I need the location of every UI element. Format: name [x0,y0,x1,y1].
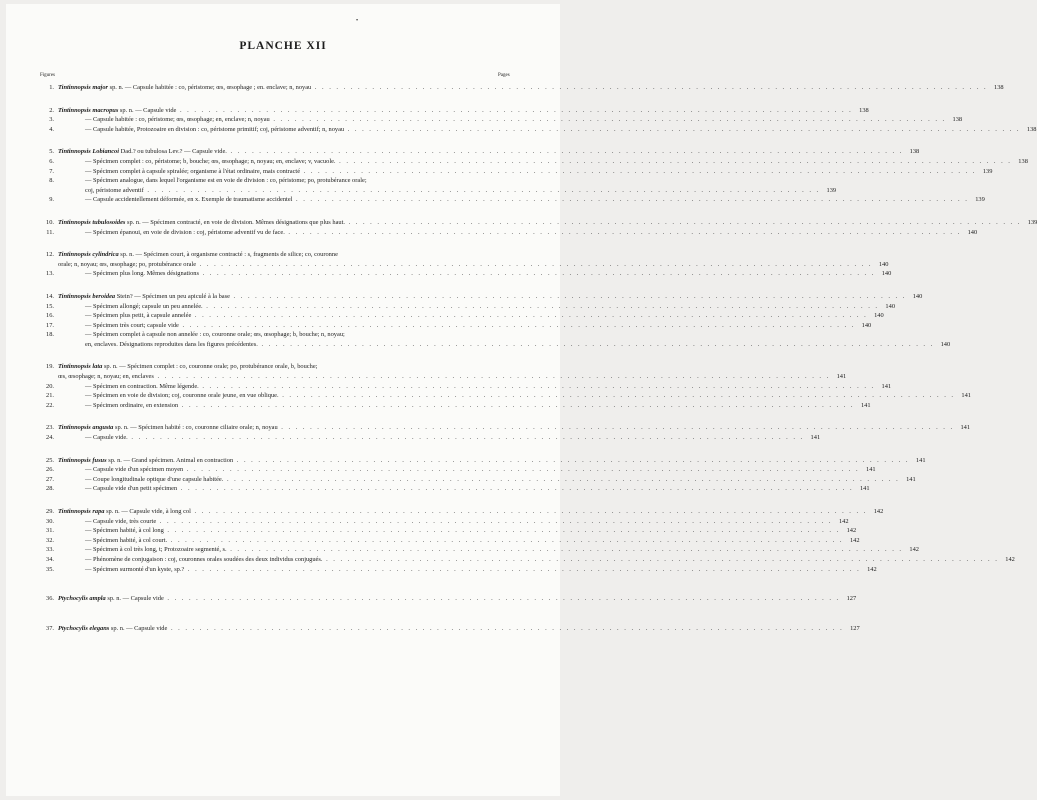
leader-dots: . . . . . . . . . . . . . . . . . . . . . . . . . . . . . . . . . . . . . . . . . . . . . . . . . . . . . . . . . . . . . . . . . . . . . . . . . . . . . . . . . . . . . . . . . . . . . . [163,527,841,535]
figure-number: 14. [46,292,54,300]
figure-entry [36,228,978,238]
leader-dots: . . . . . . . . . . . . . . . . . . . . . . . . . . . . . . . . . . . . . . . . . . . . . . . . . . . . . . . . . . . . . . . . . . . . . . . . . . . . . . . . . . . . . . . . . . . . . . [178,401,855,409]
leader-dots: . . . . . . . . . . . . . . . . . . . . . . . . . . . . . . . . . . . . . . . . . . . . . . . . . . . . . . . . . . . . . . . . . . . . . . . . . . . . . . . . . . . . . . . . . . . . . . [344,125,1021,133]
figure-entry [36,517,849,527]
page-number: 141 [906,475,916,483]
species-name: Tintinnopsis fusus [58,456,107,464]
figure-description [58,330,934,349]
figure-description [58,250,872,269]
figure-entry [36,167,993,177]
figure-number: 15. [46,302,54,310]
figure-description [58,484,854,494]
figure-number: 31. [46,527,54,535]
leader-dots: . . . . . . . . . . . . . . . . . . . . . . . . . . . . . . . . . . . . . . . . . . . . . . . . . . . . . . . . . . . . . . . . . . . . . . . . . . . . . . . . . . . . . . . . . . . . . . [196,260,873,268]
description-text: — Spécimen allongé; capsule un peu annelée. [85,302,203,310]
figure-entry [36,382,892,392]
figure-number: 27. [46,475,54,483]
figure-number: 37. [46,624,54,632]
description-text: sp. n. — Capsule vide [118,106,177,114]
leader-dots: . . . . . . . . . . . . . . . . . . . . . . . . . . . . . . . . . . . . . . . . . . . . . . . . . . . . . . . . . . . . . . . . . . . . . . . . . . . . . . . . . . . . . . . . . . . . . . [226,148,904,156]
description-text: sp. n. — Capsule vide [105,595,164,603]
page-number: 140 [940,340,951,348]
page-number: 140 [878,260,889,268]
page-number: 138 [859,106,869,114]
figure-number: 10. [46,218,54,226]
description-text: Dad.? ou tubulosa Lev.? — Capsule vide. [119,148,227,156]
figure-description [58,565,861,575]
page-number: 140 [912,292,923,300]
figure-entry [36,526,857,536]
page-number: 138 [909,148,920,156]
description-text: sp. n. — Grand spécimen. Animal en contraction [106,456,234,464]
description-text: — Phénomène de conjugaison : coj, couronnes orales soudées des deux individus conjugués. [85,555,323,563]
figure-number: 8. [49,177,54,185]
figure-number: 32. [46,536,54,544]
leader-dots: . . . . . . . . . . . . . . . . . . . . . . . . . . . . . . . . . . . . . . . . . . . . . . . . . . . . . . . . . . . . . . . . . . . . . . . . . . . . . . . . . . . . . . . . . . . . . . [278,392,955,400]
figure-entry [36,362,847,381]
figure-entry [36,465,876,475]
page-number: 141 [810,434,821,442]
figure-number: 1. [49,84,54,91]
leader-dots: . . . . . . . . . . . . . . . . . . . . . . . . . . . . . . . . . . . . . . . . . . . . . . . . . . . . . . . . . . . . . . . . . . . . . . . . . . . . . . . . . . . . . . . . . . . . . . [190,508,868,515]
figure-description [58,507,867,517]
page-number: 127 [846,595,857,603]
description-text: Stein? — Spécimen un peu apiculé à la base [115,292,230,300]
description-text: — Spécimen surmonté d'un kyste, sp.? [85,565,185,573]
page-number: 139 [1027,218,1037,226]
figure-description [58,167,976,177]
figure-entry [36,545,919,555]
leader-dots: . . . . . . . . . . . . . . . . . . . . . . . . . . . . . . . . . . . . . . . . . . . . . . . . . . . . . . . . . . . . . . . . . . . . . . . . . . . . . . . . . . . . . . . . . . . . . . [269,116,947,124]
page-number: 141 [960,424,971,432]
leader-dots: . . . . . . . . . . . . . . . . . . . . . . . . . . . . . . . . . . . . . . . . . . . . . . . . . . . . . . . . . . . . . . . . . . . . . . . . . . . . . . . . . . . . . . . . . . . . . . [178,321,856,329]
figure-description [58,302,879,312]
figure-description [58,176,820,195]
figure-description [58,433,804,443]
species-name: Ptychocylis ampla [58,595,106,603]
page-number: 141 [866,466,876,474]
figure-entry [36,555,1015,565]
figure-entry [36,423,971,433]
figure-entry [36,321,872,331]
page-number: 141 [836,373,847,381]
leader-dots: . . . . . . . . . . . . . . . . . . . . . . . . . . . . . . . . . . . . . . . . . . . . . . . . . . . . . . . . . . . . . . . . . . . . . . . . . . . . . . . . . . . . . . . . . . . . . . [322,555,999,563]
figure-entry [36,565,877,575]
leader-dots: . . . . . . . . . . . . . . . . . . . . . . . . . . . . . . . . . . . . . . . . . . . . . . . . . . . . . . . . . . . . . . . . . . . . . . . . . . . . . . . . . . . . . . . . . . . . . . [292,196,969,204]
figure-description [58,555,999,565]
figure-number: 33. [46,546,54,554]
figure-description [58,311,868,321]
description-text: — Capsule accidentellement déformée, en x. Exemple de traumatisme accidentel [85,196,293,204]
figure-description [58,401,855,411]
figure-number: 11. [46,228,54,236]
species-name: Tintinnopsis tubulosoides [58,218,126,226]
page-number: 140 [861,321,872,329]
page-number: 127 [850,624,860,632]
page-number: 140 [881,270,892,278]
figure-entry [36,484,870,494]
figure-description [58,423,954,433]
figure-number: 2. [49,106,54,114]
description-text: — Spécimen très court; capsule vide [85,321,179,329]
figure-description [58,269,875,279]
figure-number: 36. [46,595,54,603]
leader-dots: . . . . . . . . . . . . . . . . . . . . . . . . . . . . . . . . . . . . . . . . . . . . . . . . . . . . . . . . . . . . . . . . . . . . . . . . . . . . . . . . . . . . . . . . . . . . . . [176,106,853,114]
leader-dots: . . . . . . . . . . . . . . . . . . . . . . . . . . . . . . . . . . . . . . . . . . . . . . . . . . . . . . . . . . . . . . . . . . . . . . . . . . . . . . . . . . . . . . . . . . . . . . [177,485,854,493]
page-number: 139 [975,196,985,204]
figure-number: 28. [46,485,54,493]
page-number: 140 [967,228,978,236]
species-name: Tintinnopsis Lobiancoi [58,148,120,156]
figure-description [58,195,969,205]
figure-entry [36,269,892,279]
description-text: sp. n. — Capsule vide, à long col [104,508,191,515]
species-name: Tintinnopsis macropus [58,106,119,114]
leader-dots: . . . . . . . . . . . . . . . . . . . . . . . . . . . . . . . . . . . . . . . . . . . . . . . . . . . . . . . . . . . . . . . . . . . . . . . . . . . . . . . . . . . . . . . . . . . . . . [156,517,833,525]
description-text: sp. n. — Capsule vide [109,624,168,632]
page-number: 138 [952,116,963,124]
page-number: 142 [873,508,884,515]
leader-dots: . . . . . . . . . . . . . . . . . . . . . . . . . . . . . . . . . . . . . . . . . . . . . . . . . . . . . . . . . . . . . . . . . . . . . . . . . . . . . . . . . . . . . . . . . . . . . . [311,84,988,91]
figure-entry [36,106,869,116]
figure-entry [36,433,821,443]
figure-entry [36,594,857,604]
figure-entry [36,147,920,157]
figure-entry [36,330,951,349]
figure-entry [36,456,926,466]
figure-number: 5. [49,148,54,156]
description-text: sp. n. — Spécimen contracté, en voie de division. Mêmes désignations que plus haut. [125,218,345,226]
page-number: 140 [885,302,896,310]
species-name: Tintinnopsis cylindrica [58,251,119,259]
figure-number: 3. [49,116,54,124]
description-continuation: œs, œsophage; n, noyau; en, enclaves [58,373,154,381]
figure-description [58,83,988,93]
figure-number: 7. [49,167,54,175]
description-text: — Spécimen habité, à col long [85,527,164,535]
figure-number: 25. [46,456,54,464]
leader-dots: . . . . . . . . . . . . . . . . . . . . . . . . . . . . . . . . . . . . . . . . . . . . . . . . . . . . . . . . . . . . . . . . . . . . . . . . . . . . . . . . . . . . . . . . . . . . . . [191,312,868,320]
figure-description [58,526,840,536]
figure-entry [36,176,837,195]
page-number: 140 [874,312,884,320]
figure-number: 17. [46,321,54,329]
leader-dots: . . . . . . . . . . . . . . . . . . . . . . . . . . . . . . . . . . . . . . . . . . . . . . . . . . . . . . . . . . . . . . . . . . . . . . . . . . . . . . . . . . . . . . . . . . . . . . [223,475,900,483]
leader-dots: . . . . . . . . . . . . . . . . . . . . . . . . . . . . . . . . . . . . . . . . . . . . . . . . . . . . . . . . . . . . . . . . . . . . . . . . . . . . . . . . . . . . . . . . . . . . . . [229,292,907,300]
page-number: 142 [849,536,860,544]
species-name: Tintinnopsis beroidea [58,292,116,300]
leader-dots: . . . . . . . . . . . . . . . . . . . . . . . . . . . . . . . . . . . . . . . . . . . . . . . . . . . . . . . . . . . . . . . . . . . . . . . . . . . . . . . . . . . . . . . . . . . . . . [198,382,876,390]
figure-description [58,157,1012,167]
species-name: Tintinnopsis lata [58,363,103,371]
figure-number: 19. [46,363,54,371]
leader-dots: . . . . . . . . . . . . . . . . . . . . . . . . . . . . . . . . . . . . . . . . . . . . . . . . . . . . . . . . . . . . . . . . . . . . . . . . . . . . . . . . . . . . . . . . . . . . . . [143,186,821,194]
description-text: — Coupe longitudinale optique d'une capsule habitée. [85,475,224,483]
figure-description [58,545,903,555]
figure-description [58,115,946,125]
page-number: 138 [994,84,1004,91]
page-number: 138 [1018,157,1028,165]
leader-dots: . . . . . . . . . . . . . . . . . . . . . . . . . . . . . . . . . . . . . . . . . . . . . . . . . . . . . . . . . . . . . . . . . . . . . . . . . . . . . . . . . . . . . . . . . . . . . . [335,157,1012,165]
figure-number: 34. [46,555,54,563]
figure-entry [36,507,884,517]
figure-entry [36,292,923,302]
leader-dots: . . . . . . . . . . . . . . . . . . . . . . . . . . . . . . . . . . . . . . . . . . . . . . . . . . . . . . . . . . . . . . . . . . . . . . . . . . . . . . . . . . . . . . . . . . . . . . [233,456,910,464]
leader-dots: . . . . . . . . . . . . . . . . . . . . . . . . . . . . . . . . . . . . . . . . . . . . . . . . . . . . . . . . . . . . . . . . . . . . . . . . . . . . . . . . . . . . . . . . . . . . . . [163,595,841,603]
figure-number: 21. [46,392,54,400]
description-text: — Spécimen plus petit, à capsule annelée [85,312,192,320]
description-text: — Spécimen à col très long, t; Protozoaire segmenté, s. [85,546,227,554]
figure-entry [36,218,1037,228]
description-text: — Spécimen plus long. Mêmes désignations [85,270,199,278]
figure-entry [36,157,1028,167]
figure-number: 26. [46,466,54,474]
description-continuation: coj, péristome adventif [85,186,144,194]
description-text: — Spécimen épanoui, en voie de division : coj, péristome adventif vu de face. [85,228,285,236]
figure-entry [36,125,1037,135]
figure-entry [36,391,971,401]
page-number: 141 [859,485,870,493]
figure-number: 23. [46,424,54,432]
figure-entry [36,475,916,485]
leader-dots: . . . . . . . . . . . . . . . . . . . . . . . . . . . . . . . . . . . . . . . . . . . . . . . . . . . . . . . . . . . . . . . . . . . . . . . . . . . . . . . . . . . . . . . . . . . . . . [198,270,876,278]
page-number: 142 [909,546,919,554]
figure-number: 9. [49,196,54,204]
description-text: — Spécimen en contraction. Même légende. [85,382,199,390]
figure-entry [36,302,896,312]
top-mark: • [356,18,359,24]
description-text: — Capsule vide. [85,434,128,442]
figure-description [58,321,855,331]
page-number: 141 [915,456,926,464]
pages-header: Pages [498,73,510,78]
page-number: 141 [860,401,871,409]
figure-number: 4. [49,125,54,133]
figure-number: 29. [46,508,54,515]
figure-entry [36,250,889,269]
figure-description [58,218,1021,228]
leader-dots: . . . . . . . . . . . . . . . . . . . . . . . . . . . . . . . . . . . . . . . . . . . . . . . . . . . . . . . . . . . . . . . . . . . . . . . . . . . . . . . . . . . . . . . . . . . . . . [202,302,880,310]
description-text: — Spécimen complet : co, péristome; b, bouche; œs, œsophage; n, noyau; en, enclave; v, vacuole. [85,157,336,165]
figure-number: 18. [46,331,54,339]
species-name: Ptychocylis elegans [58,624,110,632]
leader-dots: . . . . . . . . . . . . . . . . . . . . . . . . . . . . . . . . . . . . . . . . . . . . . . . . . . . . . . . . . . . . . . . . . . . . . . . . . . . . . . . . . . . . . . . . . . . . . . [284,228,962,236]
figure-description [58,624,844,634]
leader-dots: . . . . . . . . . . . . . . . . . . . . . . . . . . . . . . . . . . . . . . . . . . . . . . . . . . . . . . . . . . . . . . . . . . . . . . . . . . . . . . . . . . . . . . . . . . . . . . [226,546,903,554]
figure-entry [36,311,884,321]
leader-dots: . . . . . . . . . . . . . . . . . . . . . . . . . . . . . . . . . . . . . . . . . . . . . . . . . . . . . . . . . . . . . . . . . . . . . . . . . . . . . . . . . . . . . . . . . . . . . . [184,565,861,573]
description-text: — Capsule vide d'un petit spécimen [85,485,178,493]
figure-number: 16. [46,312,54,320]
description-text: — Capsule habitée, Protozoaire en division : co, péristome primitif; coj, péristome adventif; n, noyau [85,125,345,133]
description-text: — Spécimen complet à capsule non annelée : co, couronne orale; œs, œsophage; b, bouche; n, noyau; [85,331,345,339]
figure-description [58,536,844,546]
description-continuation: en, enclaves. Désignations reproduites dans les figures précédentes. [85,340,258,348]
figure-entry [36,536,860,546]
figure-entry [36,401,871,411]
figure-number: 6. [49,157,54,165]
leader-dots: . . . . . . . . . . . . . . . . . . . . . . . . . . . . . . . . . . . . . . . . . . . . . . . . . . . . . . . . . . . . . . . . . . . . . . . . . . . . . . . . . . . . . . . . . . . . . . [183,466,860,474]
description-text: — Spécimen complet à capsule spiralée; organisme à l'état ordinaire, mais contracté [85,167,301,175]
description-continuation: orale; n, noyau; œs, œsophage; po, protubérance orale [58,260,197,268]
figure-description [58,292,906,302]
figure-number: 22. [46,401,54,409]
figure-list [36,83,1037,633]
page-number: 139 [982,167,993,175]
page-number: 138 [1026,125,1037,133]
figure-description [58,475,900,485]
figure-description [58,517,833,527]
figure-entry [36,195,985,205]
species-name: Tintinnopsis major [58,84,109,91]
page-number: 142 [867,565,877,573]
figure-description [58,382,875,392]
figure-description [58,106,853,116]
leader-dots: . . . . . . . . . . . . . . . . . . . . . . . . . . . . . . . . . . . . . . . . . . . . . . . . . . . . . . . . . . . . . . . . . . . . . . . . . . . . . . . . . . . . . . . . . . . . . . [153,373,831,381]
figure-number: 30. [46,517,54,525]
figures-header: Figures [40,73,55,78]
description-text: — Spécimen en voie de division; coj, couronne orale jeune, en vue oblique. [85,392,279,400]
page-title: PLANCHE XII [239,40,327,52]
leader-dots: . . . . . . . . . . . . . . . . . . . . . . . . . . . . . . . . . . . . . . . . . . . . . . . . . . . . . . . . . . . . . . . . . . . . . . . . . . . . . . . . . . . . . . . . . . . . . . [127,434,805,442]
description-text: — Capsule vide, très courte [85,517,157,525]
species-name: Tintinnopsis angusta [58,424,114,432]
description-text: sp. n. — Spécimen complet : co, couronne orale; po, protubérance orale, b, bouche; [102,363,318,371]
figure-number: 35. [46,565,54,573]
figure-entry [36,83,1004,93]
leader-dots: . . . . . . . . . . . . . . . . . . . . . . . . . . . . . . . . . . . . . . . . . . . . . . . . . . . . . . . . . . . . . . . . . . . . . . . . . . . . . . . . . . . . . . . . . . . . . . [257,340,935,348]
leader-dots: . . . . . . . . . . . . . . . . . . . . . . . . . . . . . . . . . . . . . . . . . . . . . . . . . . . . . . . . . . . . . . . . . . . . . . . . . . . . . . . . . . . . . . . . . . . . . . [167,536,844,544]
figure-description [58,456,910,466]
description-text: sp. n. — Capsule habitée : co, péristome; œs, œsophage ; en. enclave; n, noyau [108,84,312,91]
description-text: — Spécimen ordinaire, en extension [85,401,179,409]
figure-description [58,125,1020,135]
leader-dots: . . . . . . . . . . . . . . . . . . . . . . . . . . . . . . . . . . . . . . . . . . . . . . . . . . . . . . . . . . . . . . . . . . . . . . . . . . . . . . . . . . . . . . . . . . . . . . [277,424,955,432]
figure-description [58,465,860,475]
figure-number: 12. [46,251,54,259]
description-text: — Capsule vide d'un spécimen moyen [85,466,184,474]
figure-number: 20. [46,382,54,390]
description-text: sp. n. — Spécimen habité : co, couronne ciliaire orale; n, noyau [113,424,278,432]
figure-description [58,391,955,401]
page-number: 141 [961,392,971,400]
figure-number: 24. [46,434,54,442]
description-text: — Spécimen analogue, dans lequel l'organisme est en voie de division : co, péristome; po, protubérance orale; [85,177,367,185]
description-text: — Spécimen habité, à col court. [85,536,168,544]
figure-number: 13. [46,270,54,278]
figure-entry [36,624,860,634]
description-text: — Capsule habitée : co, péristome; œs, œsophage; en, enclave; n, noyau [85,116,270,124]
leader-dots: . . . . . . . . . . . . . . . . . . . . . . . . . . . . . . . . . . . . . . . . . . . . . . . . . . . . . . . . . . . . . . . . . . . . . . . . . . . . . . . . . . . . . . . . . . . . . . [300,167,977,175]
figure-description [58,147,903,157]
figure-description [58,228,961,238]
page-number: 142 [846,527,857,535]
page-number: 139 [826,186,837,194]
figure-entry [36,115,963,125]
page-number: 142 [838,517,849,525]
figure-description [58,362,830,381]
description-text: sp. n. — Spécimen court, à organisme contracté : s, fragments de silice; co, couronne [118,251,338,259]
page-number: 142 [1005,555,1015,563]
species-name: Tintinnopsis rapa [58,508,105,515]
figure-description [58,594,840,604]
leader-dots: . . . . . . . . . . . . . . . . . . . . . . . . . . . . . . . . . . . . . . . . . . . . . . . . . . . . . . . . . . . . . . . . . . . . . . . . . . . . . . . . . . . . . . . . . . . . . . [344,218,1022,226]
leader-dots: . . . . . . . . . . . . . . . . . . . . . . . . . . . . . . . . . . . . . . . . . . . . . . . . . . . . . . . . . . . . . . . . . . . . . . . . . . . . . . . . . . . . . . . . . . . . . . [167,624,844,632]
page-number: 141 [881,382,892,390]
